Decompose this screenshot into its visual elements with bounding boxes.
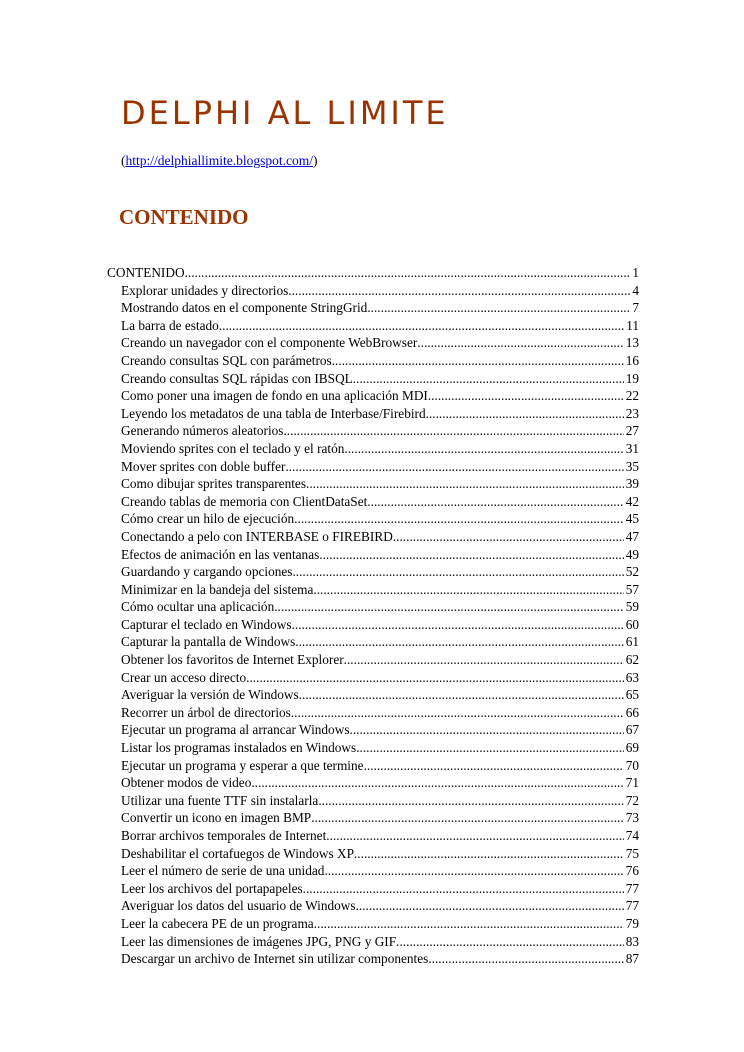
toc-leader-dots <box>283 422 623 440</box>
toc-entry-page: 72 <box>625 792 639 808</box>
toc-entry-page: 74 <box>625 828 639 843</box>
toc-entry[interactable] <box>107 704 639 722</box>
toc-leader-dots <box>251 774 623 792</box>
toc-leader-dots <box>299 686 624 704</box>
toc-entry-title: Leer el número de serie de una unidad <box>121 863 325 879</box>
toc-entry-title: Mostrando datos en el componente StringGrid <box>121 300 368 316</box>
toc-leader-dots <box>319 546 623 564</box>
toc-entry-page: 52 <box>625 564 639 580</box>
toc-entry-page: 61 <box>625 634 639 650</box>
toc-entry-page: 76 <box>625 863 639 879</box>
toc-entry[interactable] <box>107 405 639 423</box>
toc-entry-title: Leer los archivos del portapapeles <box>121 880 303 896</box>
toc-entry-page: 47 <box>625 528 639 544</box>
toc-leader-dots <box>364 757 624 775</box>
toc-entry-title: Creando consultas SQL rápidas con IBSQL <box>121 370 353 386</box>
toc-leader-dots <box>356 739 624 757</box>
toc-entry-title: Como poner una imagen de fondo en una aplicación MDI <box>121 388 428 404</box>
toc-entry-page: 79 <box>625 915 639 931</box>
toc-entry-page: 65 <box>625 687 639 703</box>
toc-entry-title: Convertir un icono en imagen BMP <box>121 810 312 826</box>
toc-entry[interactable] <box>107 809 639 827</box>
toc-entry-page: 77 <box>625 898 639 914</box>
toc-leader-dots <box>350 721 624 739</box>
toc-entry-title: Obtener los favoritos de Internet Explorer <box>121 652 344 668</box>
toc-entry[interactable] <box>107 897 639 915</box>
toc-leader-dots <box>311 809 624 827</box>
toc-entry-title: Obtener modos de video <box>121 775 252 791</box>
toc-entry[interactable] <box>107 686 639 704</box>
contents-heading: CONTENIDO <box>119 205 249 229</box>
toc-entry-title: Efectos de animación en las ventanas <box>121 546 320 562</box>
toc-leader-dots <box>354 845 624 863</box>
toc-leader-dots <box>344 651 624 669</box>
toc-entry-title: Conectando a pelo con INTERBASE o FIREBIRD <box>121 528 393 544</box>
document-title: DELPHI AL LIMITE <box>121 94 449 132</box>
toc-entry-title: Deshabilitar el cortafuegos de Windows XP <box>121 845 354 861</box>
toc-entry[interactable] <box>107 880 639 898</box>
toc-entry-page: 57 <box>625 581 639 597</box>
toc-entry[interactable] <box>107 493 639 511</box>
blog-url-line <box>121 152 317 170</box>
toc-entry-page: 69 <box>625 740 639 756</box>
toc-leader-dots <box>426 405 624 423</box>
toc-entry-page: 16 <box>625 352 639 368</box>
toc-entry-title: Leer la cabecera PE de un programa <box>121 915 314 931</box>
toc-entry-page: 11 <box>626 317 639 333</box>
toc-entry-title: Utilizar una fuente TTF sin instalarla <box>121 792 319 808</box>
toc-entry-title: CONTENIDO <box>107 265 185 280</box>
toc-leader-dots <box>428 950 623 968</box>
toc-entry-page: 7 <box>632 300 639 316</box>
toc-entry[interactable] <box>107 792 639 810</box>
toc-entry-title: Borrar archivos temporales de Internet <box>121 828 327 843</box>
toc-entry-title: Generando números aleatorios <box>121 423 284 439</box>
toc-leader-dots <box>353 370 624 388</box>
toc-leader-dots <box>318 792 623 810</box>
toc-entry[interactable] <box>107 387 639 405</box>
toc-entry[interactable] <box>107 651 639 669</box>
toc-leader-dots <box>285 458 623 476</box>
toc-entry[interactable] <box>107 563 639 581</box>
toc-entry-page: 62 <box>625 652 639 668</box>
toc-entry-title: Mover sprites con doble buffer <box>121 458 286 474</box>
toc-entry-page: 67 <box>625 722 639 738</box>
toc-entry-page: 71 <box>625 775 639 791</box>
toc-entry[interactable] <box>107 528 639 546</box>
toc-entry[interactable] <box>107 264 639 282</box>
toc-entry-page: 49 <box>625 546 639 562</box>
toc-leader-dots <box>314 915 624 933</box>
url-open-paren: ( <box>121 153 126 168</box>
toc-entry-title: Recorrer un árbol de directorios <box>121 704 291 720</box>
toc-entry-title: Ejecutar un programa al arrancar Windows <box>121 722 350 738</box>
toc-leader-dots <box>303 880 624 898</box>
toc-leader-dots <box>313 581 623 599</box>
toc-entry-page: 35 <box>625 458 639 474</box>
toc-entry-page: 39 <box>625 476 639 492</box>
toc-entry[interactable] <box>107 581 639 599</box>
toc-entry-page: 77 <box>625 880 639 896</box>
toc-entry[interactable] <box>107 915 639 933</box>
toc-entry-title: La barra de estado <box>121 317 219 333</box>
toc-entry-page: 59 <box>625 599 639 615</box>
toc-leader-dots <box>246 669 624 687</box>
toc-entry[interactable] <box>107 669 639 687</box>
toc-entry-title: Capturar el teclado en Windows <box>121 616 292 632</box>
toc-entry-page: 42 <box>625 493 639 509</box>
toc-entry-page: 83 <box>625 933 639 949</box>
toc-leader-dots <box>428 387 624 405</box>
toc-entry[interactable] <box>107 862 639 880</box>
toc-entry-page: 63 <box>625 669 639 685</box>
toc-entry-page: 45 <box>625 511 639 527</box>
toc-entry[interactable] <box>107 440 639 458</box>
url-close-paren: ) <box>312 153 318 168</box>
toc-entry-page: 60 <box>625 616 639 632</box>
toc-entry[interactable] <box>107 950 639 968</box>
toc-entry-page: 27 <box>625 423 639 439</box>
toc-entry[interactable] <box>107 721 639 739</box>
toc-leader-dots <box>324 862 623 880</box>
toc-entry[interactable] <box>107 827 639 845</box>
toc-entry-title: Guardando y cargando opciones <box>121 564 293 580</box>
toc-entry-title: Averiguar los datos del usuario de Windows <box>121 898 356 914</box>
toc-leader-dots <box>295 633 623 651</box>
toc-entry[interactable] <box>107 334 639 352</box>
toc-entry[interactable] <box>107 933 639 951</box>
toc-leader-dots <box>367 299 630 317</box>
toc-entry-page: 22 <box>625 388 639 404</box>
toc-entry-title: Moviendo sprites con el teclado y el ratón <box>121 440 345 456</box>
toc-entry-title: Crear un acceso directo <box>121 669 247 685</box>
table-of-contents <box>107 264 639 968</box>
toc-leader-dots <box>393 528 624 546</box>
toc-entry-title: Minimizar en la bandeja del sistema <box>121 581 314 597</box>
toc-leader-dots <box>219 317 624 335</box>
toc-entry[interactable] <box>107 546 639 564</box>
toc-leader-dots <box>292 616 624 634</box>
toc-entry-title: Cómo crear un hilo de ejecución <box>121 511 295 527</box>
toc-entry-page: 23 <box>625 405 639 421</box>
toc-entry-title: Averiguar la versión de Windows <box>121 687 299 703</box>
toc-entry-page: 70 <box>625 757 639 773</box>
toc-entry[interactable] <box>107 352 639 370</box>
toc-entry-title: Capturar la pantalla de Windows <box>121 634 296 650</box>
toc-entry-title: Explorar unidades y directorios <box>121 282 289 298</box>
toc-entry-page: 4 <box>632 282 639 298</box>
toc-leader-dots <box>326 827 623 845</box>
toc-leader-dots <box>294 510 624 528</box>
toc-leader-dots <box>344 440 623 458</box>
toc-entry-title: Descargar un archivo de Internet sin utilizar componentes <box>121 951 429 967</box>
toc-leader-dots <box>185 264 631 282</box>
toc-entry[interactable] <box>107 598 639 616</box>
toc-leader-dots <box>292 563 623 581</box>
toc-leader-dots <box>417 334 623 352</box>
toc-entry[interactable] <box>107 370 639 388</box>
toc-entry[interactable] <box>107 317 639 335</box>
toc-entry-title: Cómo ocultar una aplicación <box>121 599 275 615</box>
toc-entry[interactable] <box>107 282 639 300</box>
toc-entry[interactable] <box>107 616 639 634</box>
toc-entry-page: 87 <box>625 951 639 967</box>
blog-url-link[interactable]: http://delphiallimite.blogspot.com/ <box>125 153 313 168</box>
toc-entry[interactable] <box>107 299 639 317</box>
toc-entry-title: Como dibujar sprites transparentes <box>121 476 307 492</box>
toc-entry-page: 66 <box>625 704 639 720</box>
toc-leader-dots <box>332 352 624 370</box>
toc-entry-page: 75 <box>625 845 639 861</box>
toc-entry-title: Listar los programas instalados en Windows <box>121 740 357 756</box>
toc-leader-dots <box>356 897 624 915</box>
toc-entry[interactable] <box>107 845 639 863</box>
toc-entry-page: 1 <box>632 265 639 280</box>
toc-entry[interactable] <box>107 757 639 775</box>
toc-entry-title: Creando tablas de memoria con ClientDataSet <box>121 493 368 509</box>
toc-entry-title: Ejecutar un programa y esperar a que termine <box>121 757 364 773</box>
toc-leader-dots <box>367 493 623 511</box>
toc-entry-title: Leyendo los metadatos de una tabla de Interbase/Firebird <box>121 405 426 421</box>
toc-entry-title: Leer las dimensiones de imágenes JPG, PNG y GIF <box>121 933 397 949</box>
toc-entry[interactable] <box>107 739 639 757</box>
toc-entry-page: 31 <box>625 440 639 456</box>
toc-leader-dots <box>274 598 623 616</box>
toc-entry-page: 13 <box>625 335 639 351</box>
toc-entry[interactable] <box>107 510 639 528</box>
toc-entry[interactable] <box>107 422 639 440</box>
toc-entry-page: 73 <box>625 810 639 826</box>
toc-entry[interactable] <box>107 774 639 792</box>
toc-entry-title: Creando consultas SQL con parámetros <box>121 352 332 368</box>
toc-leader-dots <box>288 282 630 300</box>
toc-entry-title: Creando un navegador con el componente WebBrowser <box>121 335 418 351</box>
toc-entry[interactable] <box>107 633 639 651</box>
toc-entry[interactable] <box>107 475 639 493</box>
toc-entry-page: 19 <box>625 370 639 386</box>
toc-leader-dots <box>291 704 624 722</box>
toc-leader-dots <box>396 933 624 951</box>
toc-leader-dots <box>306 475 624 493</box>
toc-entry[interactable] <box>107 458 639 476</box>
